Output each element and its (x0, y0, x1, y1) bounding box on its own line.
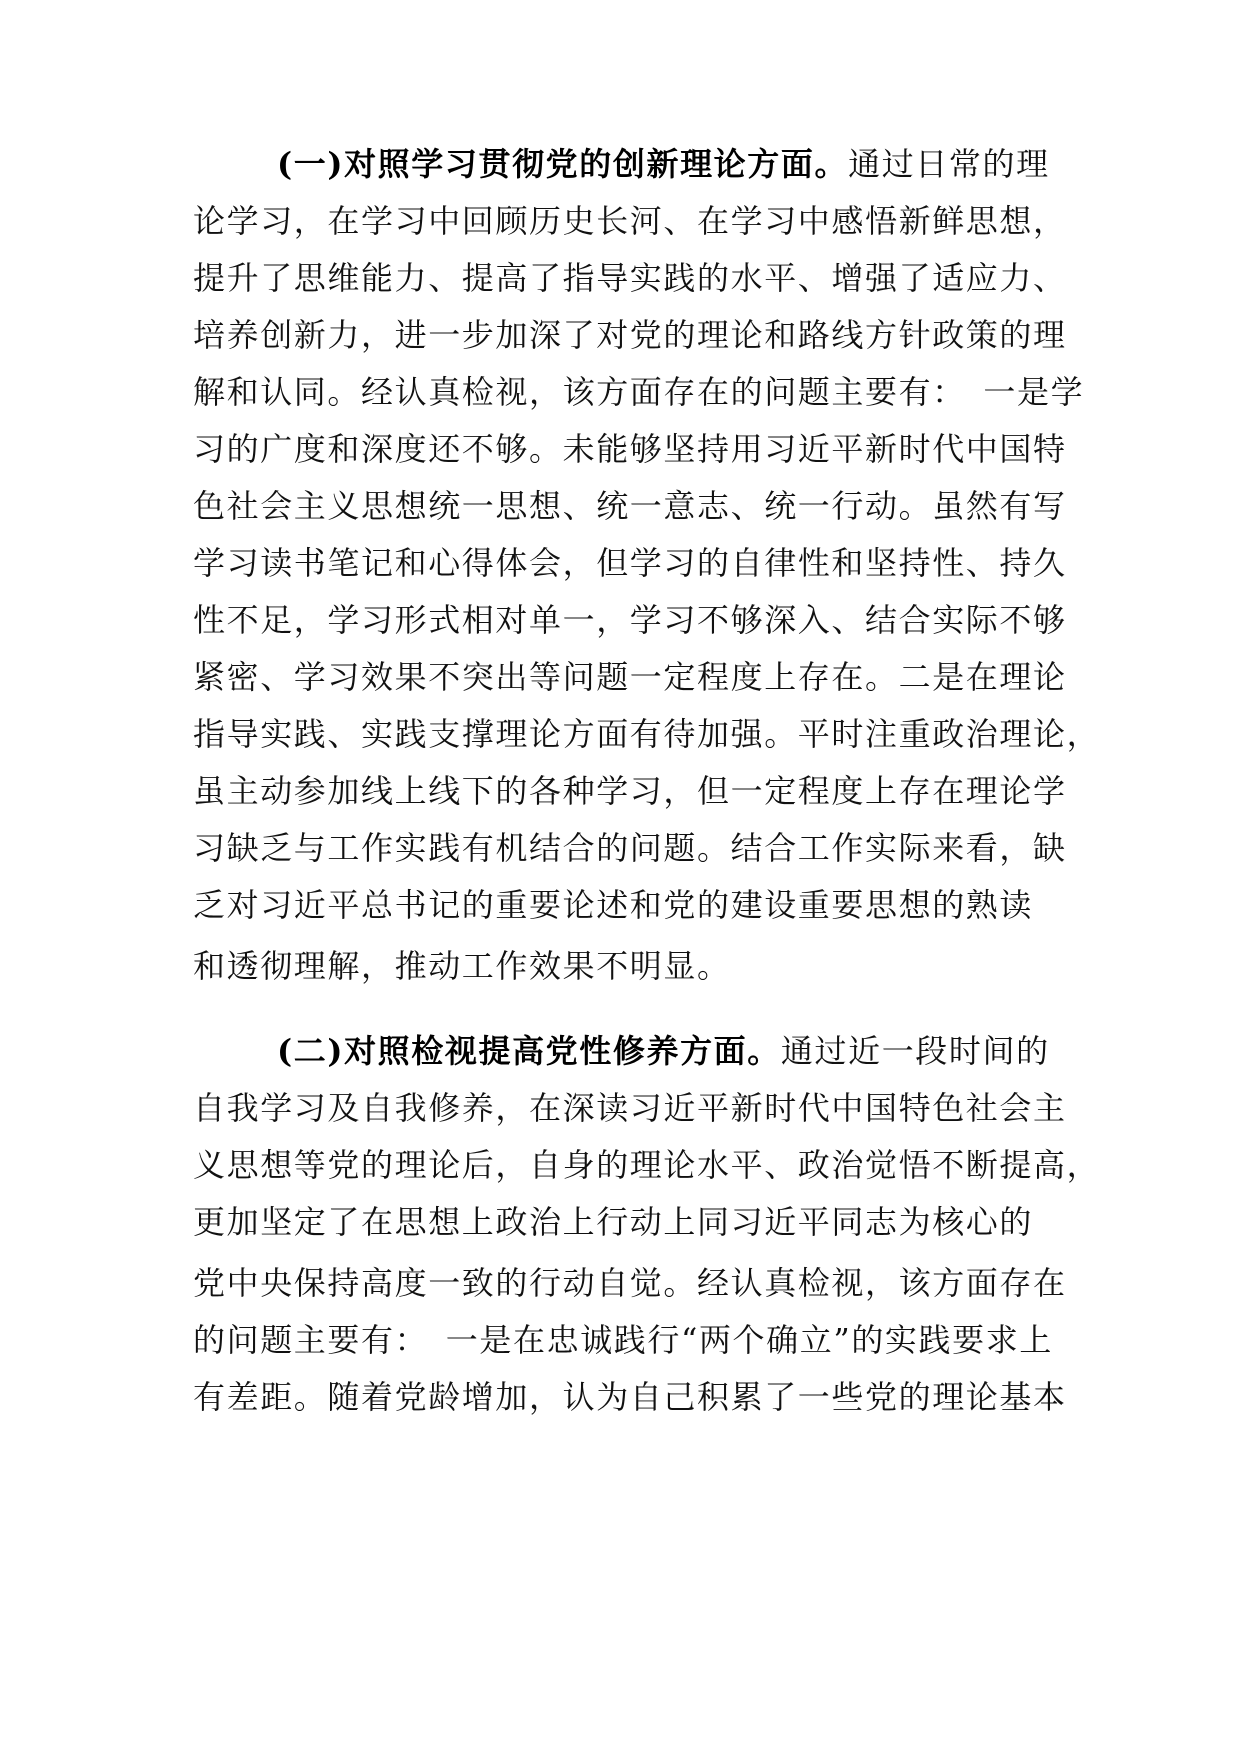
section-1-first-line-text: 通过日常的理 (848, 145, 1050, 183)
text-line: 培养创新力，进一步加深了对党的理论和路线方针政策的理 (193, 316, 1067, 354)
text-line: 更加坚定了在思想上政治上行动上同习近平同志为核心的 (193, 1203, 1034, 1241)
text-line: 性不足，学习形式相对单一，学习不够深入、结合实际不够 (193, 601, 1067, 639)
section-1-paragraph (193, 136, 1101, 995)
section-2-heading: (二)对照检视提高党性修养方面。 (277, 1032, 781, 1070)
text-line: 党中央保持高度一致的行动自觉。经认真检视，该方面存在 (193, 1264, 1067, 1302)
text-line: 虽主动参加线上线下的各种学习，但一定程度上存在理论学 (193, 772, 1067, 810)
section-1-heading: (一)对照学习贯彻党的创新理论方面。 (277, 145, 849, 183)
text-line: 解和认同。经认真检视，该方面存在的问题主要有： 一是学 (193, 373, 1085, 411)
text-line: 的问题主要有： 一是在忠诚践行“两个确立”的实践要求上 (193, 1321, 1053, 1359)
text-line: 提升了思维能力、提高了指导实践的水平、增强了适应力、 (193, 259, 1067, 297)
text-line: 色社会主义思想统一思想、统一意志、统一行动。虽然有写 (193, 487, 1067, 525)
text-line: 有差距。随着党龄增加，认为自己积累了一些党的理论基本 (193, 1378, 1067, 1416)
section-1-first-line (193, 136, 1057, 193)
text-line: 论学习，在学习中回顾历史长河、在学习中感悟新鲜思想， (193, 202, 1067, 240)
section-2-paragraph (193, 1023, 1101, 1426)
text-line: 义思想等党的理论后，自身的理论水平、政治觉悟不断提高， (193, 1146, 1101, 1184)
text-line: 乏对习近平总书记的重要论述和党的建设重要思想的熟读 (193, 886, 1034, 924)
text-line: 学习读书笔记和心得体会，但学习的自律性和坚持性、持久 (193, 544, 1067, 582)
text-line: 习缺乏与工作实践有机结合的问题。结合工作实际来看，缺 (193, 829, 1067, 867)
text-line: 和透彻理解，推动工作效果不明显。 (193, 947, 731, 985)
section-2-first-line-text: 通过近一段时间的 (780, 1032, 1050, 1070)
text-line: 紧密、学习效果不突出等问题一定程度上存在。二是在理论 (193, 658, 1067, 696)
text-line: 习的广度和深度还不够。未能够坚持用习近平新时代中国特 (193, 430, 1067, 468)
text-line: 自我学习及自我修养，在深读习近平新时代中国特色社会主 (193, 1089, 1067, 1127)
text-line: 指导实践、实践支撑理论方面有待加强。平时注重政治理论， (193, 715, 1101, 753)
section-2-first-line (193, 1023, 1057, 1080)
